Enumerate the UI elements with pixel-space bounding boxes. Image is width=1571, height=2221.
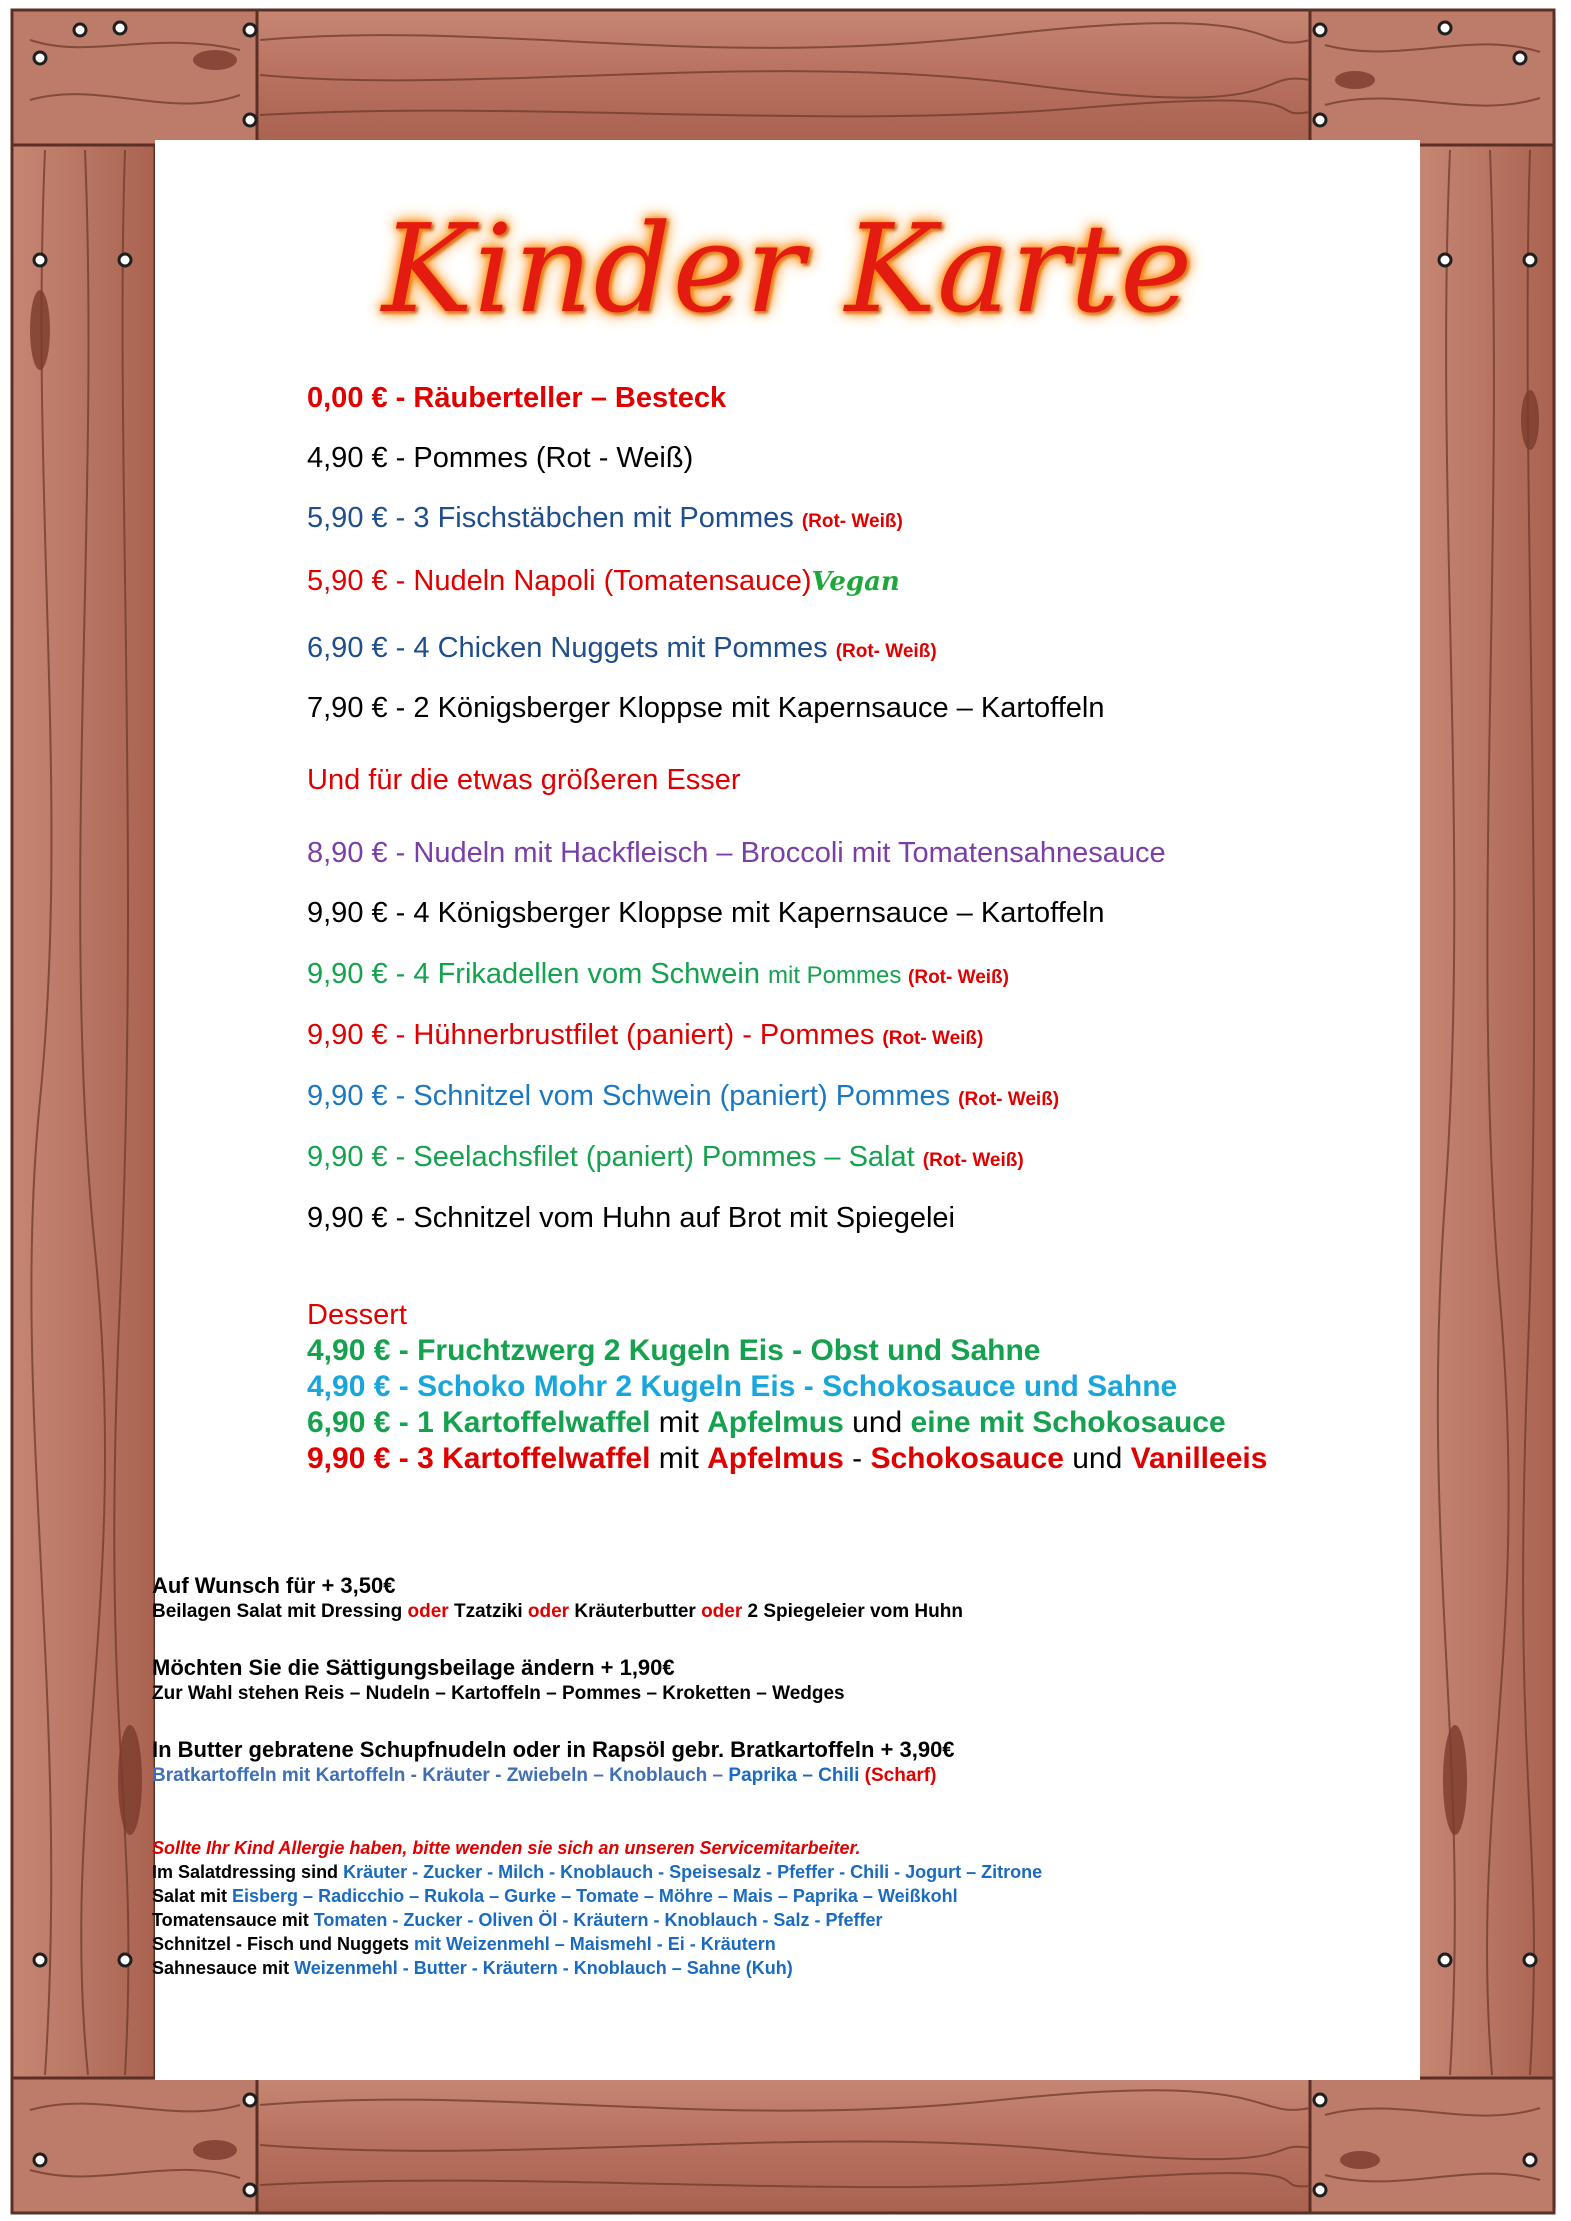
menu-item: 9,90 € - Seelachsfilet (paniert) Pommes – Salat (Rot- Weiß): [307, 1141, 1024, 1173]
menu-item: 9,90 € - Hühnerbrustfilet (paniert) - Pommes (Rot- Weiß): [307, 1019, 984, 1051]
allergy-line: Schnitzel - Fisch und Nuggets mit Weizenmehl – Maismehl - Ei - Kräutern: [152, 1934, 776, 1954]
section-heading: Und für die etwas größeren Esser: [307, 764, 741, 796]
menu-item: 6,90 € - 4 Chicken Nuggets mit Pommes (Rot- Weiß): [307, 632, 937, 664]
extras-butter-title: In Butter gebratene Schupfnudeln oder in Rapsöl gebr. Bratkartoffeln + 3,90€: [152, 1737, 955, 1762]
menu-item: 7,90 € - 2 Königsberger Kloppse mit Kapernsauce – Kartoffeln: [307, 692, 1105, 724]
dessert-item: 4,90 € - Fruchtzwerg 2 Kugeln Eis - Obst und Sahne: [307, 1334, 1041, 1367]
color-tag: (Rot- Weiß): [882, 1028, 984, 1049]
color-tag: (Rot- Weiß): [908, 967, 1009, 988]
menu-item: 4,90 € - Pommes (Rot - Weiß): [307, 442, 694, 474]
menu-item: 9,90 € - Schnitzel vom Schwein (paniert) Pommes (Rot- Weiß): [307, 1080, 1060, 1112]
menu-item: 0,00 € - Räuberteller – Besteck: [307, 382, 727, 414]
color-tag: (Rot- Weiß): [835, 641, 937, 662]
menu-paper: [155, 140, 1420, 2080]
menu-item: 9,90 € - 4 Frikadellen vom Schwein mit Pommes (Rot- Weiß): [307, 958, 1009, 990]
vegan-badge: Vegan: [811, 567, 900, 597]
color-tag: (Rot- Weiß): [922, 1150, 1024, 1171]
dessert-item: 6,90 € - 1 Kartoffelwaffel mit Apfelmus und eine mit Schokosauce: [307, 1406, 1226, 1439]
menu-item: 9,90 € - 4 Königsberger Kloppse mit Kapernsauce – Kartoffeln: [307, 897, 1105, 929]
extras-beilage-text: Zur Wahl stehen Reis – Nudeln – Kartoffeln – Pommes – Kroketten – Wedges: [152, 1683, 845, 1704]
allergy-line: Tomatensauce mit Tomaten - Zucker - Oliven Öl - Kräutern - Knoblauch - Salz - Pfeffer: [152, 1910, 883, 1930]
extras-wunsch-text: Beilagen Salat mit Dressing oder Tzatziki oder Kräuterbutter oder 2 Spiegeleier vom Huhn: [152, 1601, 963, 1622]
allergy-heading: Sollte Ihr Kind Allergie haben, bitte wenden sie sich an unseren Servicemitarbeiter.: [152, 1838, 861, 1858]
allergy-line: Sahnesauce mit Weizenmehl - Butter - Kräutern - Knoblauch – Sahne (Kuh): [152, 1958, 793, 1978]
menu-item: 5,90 € - Nudeln Napoli (Tomatensauce)Vegan: [307, 565, 900, 597]
dessert-item: 9,90 € - 3 Kartoffelwaffel mit Apfelmus - Schokosauce und Vanilleeis: [307, 1442, 1268, 1475]
color-tag: (Rot- Weiß): [958, 1089, 1060, 1110]
allergy-line: Salat mit Eisberg – Radicchio – Rukola – Gurke – Tomate – Möhre – Mais – Paprika – Weißkohl: [152, 1886, 958, 1906]
extras-beilage-title: Möchten Sie die Sättigungsbeilage ändern + 1,90€: [152, 1655, 675, 1680]
page-title: Kinder Karte: [381, 198, 1194, 340]
menu-item: 5,90 € - 3 Fischstäbchen mit Pommes (Rot- Weiß): [307, 502, 903, 534]
color-tag: (Rot- Weiß): [801, 511, 903, 532]
allergy-line: Im Salatdressing sind Kräuter - Zucker - Milch - Knoblauch - Speisesalz - Pfeffer - Chili - Jogurt – Zitrone: [152, 1862, 1043, 1882]
extras-butter-text: Bratkartoffeln mit Kartoffeln - Kräuter - Zwiebeln – Knoblauch – Paprika – Chili (Scharf): [152, 1765, 937, 1786]
extras-wunsch-title: Auf Wunsch für + 3,50€: [152, 1573, 396, 1598]
dessert-heading: Dessert: [307, 1299, 407, 1331]
menu-item: 9,90 € - Schnitzel vom Huhn auf Brot mit Spiegelei: [307, 1202, 956, 1234]
dessert-item: 4,90 € - Schoko Mohr 2 Kugeln Eis - Schokosauce und Sahne: [307, 1370, 1178, 1403]
menu-item: 8,90 € - Nudeln mit Hackfleisch – Broccoli mit Tomatensahnesauce: [307, 837, 1166, 869]
